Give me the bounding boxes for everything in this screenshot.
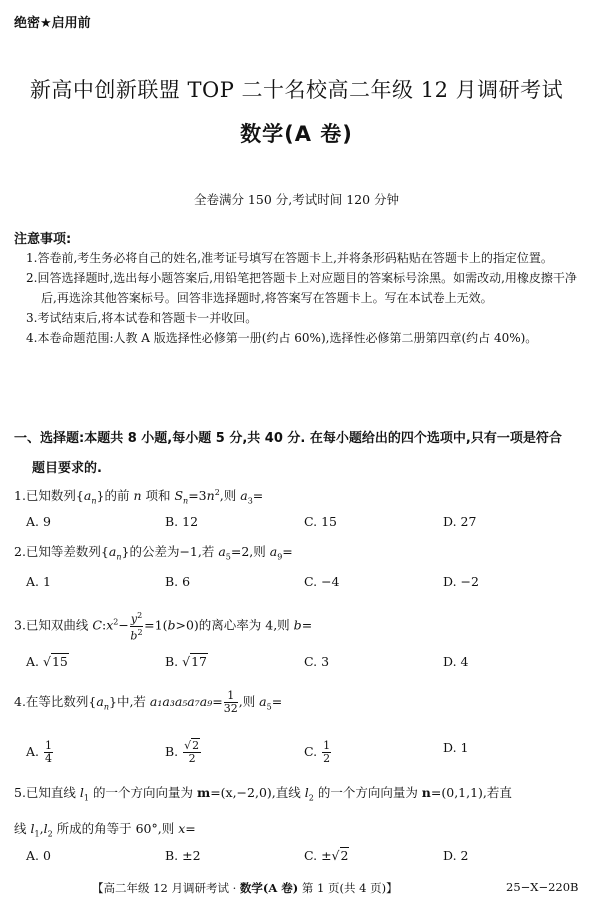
option-a: A. √15 [26,654,68,669]
confidential-label: 绝密★启用前 [14,16,91,31]
option-d: D. 2 [443,848,469,863]
page-footer: 【高二年级 12 月调研考试 · 数学(A 卷) 第 1 页(共 4 页)】 [92,881,398,895]
notice-item: 4.本卷命题范围:人教 A 版选择性必修第一册(约占 60%),选择性必修第二册第四章(约占 40%)。 [26,331,538,345]
option-b: B. √17 [165,654,208,669]
option-a: A. $\frac{1}{4}$ [26,739,52,765]
notice-list [26,248,582,348]
question-1: 1.已知数列$\{a_n\}$的前 n 项和 $S_n=3n^2$,则 $a_3=$ [14,488,264,506]
option-a: A. 9 [26,514,51,529]
option-c: C. −4 [304,574,340,589]
option-b: B. ±2 [165,848,201,863]
option-d: D. 1 [443,740,469,755]
option-c: C. 3 [304,654,330,669]
notice-item: 1.答卷前,考生务必将自己的姓名,准考证号填写在答题卡上,并将条形码粘贴在答题卡上的指定位置。 [26,251,553,265]
notice-item: 3.考试结束后,将本试卷和答题卡一并收回。 [26,311,258,325]
section-line: 一、选择题:本题共 8 小题,每小题 5 分,共 40 分. 在每小题给出的四个选项中,只有一项是符合 [14,431,562,446]
question-5-options [26,848,586,863]
option-c: C. $\frac{1}{2}$ [304,739,331,765]
fraction: $\frac{1}{32}$ [223,689,238,715]
notice-item: 2.回答选择题时,选出每小题答案后,用铅笔把答题卡上对应题目的答案标号涂黑。如需改动,用橡皮擦干净后,再选涂其他答案标号。回答非选择题时,将答案写在答题卡上。写在本试卷上无效。 [26,271,577,305]
question-2-options [26,574,586,589]
question-4: 4.在等比数列$\{a_n\}$中,若 a₁a₃a₅a₇a₉= $\frac{1}{32}$ ,则 $a_5=$ [14,689,283,715]
question-4-options [26,740,586,765]
option-c: C. 15 [304,514,337,529]
question-5 [14,782,582,845]
option-b: B. 12 [165,514,199,529]
option-d: D. 4 [443,654,469,669]
subject-title: 数学(A 卷) [240,122,353,146]
exam-code: 25−X−220B [506,880,579,894]
option-c: C. ±√2 [304,848,349,863]
option-b: B. $\frac{√2}{2}$ [165,739,200,765]
fraction: $\frac{y^2}{b^2}$ [130,611,143,643]
section-heading [14,424,580,484]
option-d: D. −2 [443,574,479,589]
notice-heading: 注意事项: [14,232,72,247]
section-line: 题目要求的. [32,461,102,476]
question-5-line-2: 线 $l_1,l_2$ 所成的角等于 60°,则 x= [14,820,196,838]
question-5-line-1: 5.已知直线 $l_1$ 的一个方向向量为 m=(x,−2,0),直线 $l_2$ 的一个方向向量为 n=(0,1,1),若直 [14,785,512,803]
option-d: D. 27 [443,514,477,529]
question-3-options [26,654,586,669]
exam-title: 新高中创新联盟 TOP 二十名校高二年级 12 月调研考试 [29,78,564,102]
question-3: 3.已知双曲线 $C:x^2-$ $\frac{y^2}{b^2}$ =1(b>0)的离心率为 4,则 b= [14,611,313,643]
option-a: A. 1 [26,574,51,589]
option-b: B. 6 [165,574,191,589]
exam-info: 全卷满分 150 分,考试时间 120 分钟 [193,192,400,207]
question-1-options [26,514,586,529]
question-2: 2.已知等差数列$\{a_n\}$的公差为−1,若 $a_5=2$,则 $a_9=$ [14,544,293,562]
option-a: A. 0 [26,848,51,863]
